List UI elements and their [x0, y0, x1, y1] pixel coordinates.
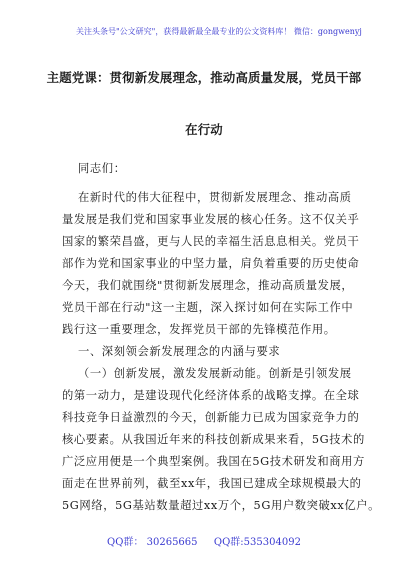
page-footer: [0, 533, 408, 553]
section-heading: 一、深刻领会新发展理念的内涵与要求: [78, 345, 281, 358]
body-line: 部作为党和国家事业的中坚力量，肩负着重要的历史使命: [62, 257, 360, 270]
document-title-line-2: 在行动: [185, 122, 223, 137]
header-promo-text: 关注头条号"公文研究"，获得最新最全最专业的公文资料库！ 微信：gongwenyj: [76, 27, 362, 36]
body-line: 量发展是我们党和国家事业发展的核心任务。这不仅关乎: [62, 213, 360, 226]
body-line: 国家的繁荣昌盛，更与人民的幸福生活息息相关。党员干: [62, 235, 360, 248]
body-line: （一）创新发展，激发发展新动能。创新是引领发展: [78, 367, 352, 380]
page-header: [0, 0, 408, 50]
body-line: 在新时代的伟大征程中，贯彻新发展理念、推动高质: [78, 191, 352, 204]
body-line: 5G网络，5G基站数量超过xx万个，5G用户数突破xx亿户。: [62, 499, 381, 512]
body-line: 今天，我们就围绕"贯彻新发展理念，推动高质量发展，: [62, 279, 354, 292]
footer-qq-group-2: QQ群:535304092: [213, 537, 301, 548]
body-line: 核心要素。从我国近年来的科技创新成果来看，5G技术的: [62, 433, 365, 446]
body-line: 科技竞争日益激烈的今天，创新能力已成为国家竞争力的: [62, 411, 360, 424]
footer-qq-group-1: QQ群： 30265665: [107, 537, 198, 548]
body-line: 广泛应用便是一个典型案例。我国在5G技术研发和商用方: [62, 455, 365, 468]
body-line: 践行这一重要理念，发挥党员干部的先锋模范作用。: [62, 323, 336, 336]
body-line: 面走在世界前列，截至xx年，我国已建成全球规模最大的: [62, 477, 362, 490]
body-line: 的第一动力，是建设现代化经济体系的战略支撑。在全球: [62, 389, 360, 402]
body-line: 党员干部在行动"这一主题，深入探讨如何在实际工作中: [62, 301, 354, 314]
greeting: 同志们：: [78, 162, 126, 175]
document-title-line-1: 主题党课：贯彻新发展理念，推动高质量发展，党员干部: [46, 70, 362, 85]
